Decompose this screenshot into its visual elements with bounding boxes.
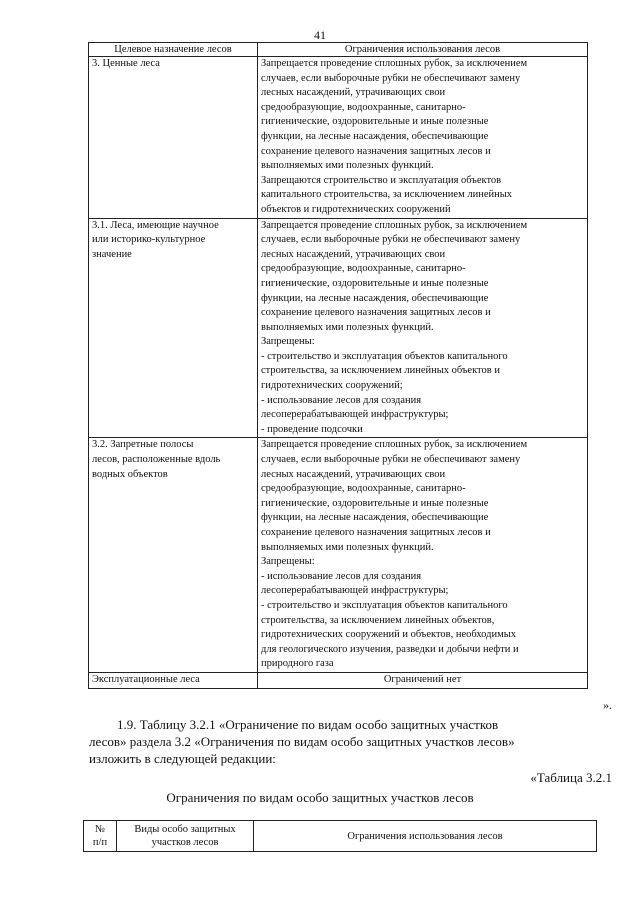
purpose-line: водных объектов: [92, 468, 168, 480]
amendment-paragraph: [89, 716, 592, 767]
restriction-line: сохранение целевого назначения защитных лесов и: [261, 307, 491, 319]
purpose-line: 3.1. Леса, имеющие научное: [92, 219, 219, 231]
restriction-line: сохранение целевого назначения защитных лесов и: [261, 145, 491, 157]
header-area-types: [117, 821, 254, 852]
paragraph-line: лесов» раздела 3.2 «Ограничения по видам особо защитных участков лесов»: [89, 734, 515, 749]
table-header-row: [89, 43, 588, 57]
restriction-line: выполняемых ими полезных функций.: [261, 541, 434, 553]
restriction-line: выполняемых ими полезных функций.: [261, 321, 434, 333]
restriction-line: случаев, если выборочные рубки не обеспечивают замену: [261, 234, 521, 246]
restriction-line: лесных насаждений, утрачивающих свои: [261, 468, 446, 480]
restriction-line: средообразующие, водоохранные, санитарно-: [261, 483, 466, 495]
purpose-line: 3.2. Запретные полосы: [92, 439, 194, 451]
purpose-line: лесов, расположенные вдоль: [92, 454, 221, 466]
protected-areas-table-header: [83, 820, 597, 852]
restriction-line: - строительство и эксплуатация объектов капитального: [261, 350, 508, 362]
restriction-line: функции, на лесные насаждения, обеспечивающие: [261, 292, 489, 304]
restrictions-cell: [258, 218, 588, 438]
restriction-line: капитального строительства, за исключением линейных: [261, 189, 513, 201]
restriction-line: гигиенические, оздоровительные и иные полезные: [261, 497, 489, 509]
table-row: [89, 672, 588, 688]
restriction-line: строительства, за исключением линейных объектов и: [261, 365, 500, 377]
restriction-line: средообразующие, водоохранные, санитарно-: [261, 263, 466, 275]
restriction-line: гидротехнических сооружений и объектов, необходимых: [261, 629, 517, 641]
restriction-line: - проведение подсочки: [261, 423, 363, 435]
restrictions-cell: Ограничений нет: [258, 672, 588, 688]
purpose-cell: [89, 218, 258, 438]
table-row: [89, 438, 588, 673]
purpose-line: 3. Ценные леса: [92, 58, 160, 69]
header-line: №: [94, 824, 106, 835]
header-line: п/п: [92, 837, 108, 848]
forest-purpose-table: [88, 42, 588, 689]
restriction-line: - строительство и эксплуатация объектов капитального: [261, 599, 508, 611]
header-line: участков лесов: [151, 837, 219, 848]
restriction-line: сохранение целевого назначения защитных лесов и: [261, 527, 491, 538]
paragraph-line: 1.9. Таблицу 3.2.1 «Ограничение по видам особо защитных участков: [117, 717, 499, 732]
restriction-line: функции, на лесные насаждения, обеспечивающие: [261, 130, 489, 142]
restriction-line: случаев, если выборочные рубки не обеспечивают замену: [261, 454, 521, 466]
purpose-line: значение: [92, 248, 132, 260]
purpose-cell: Эксплуатационные леса: [89, 672, 258, 688]
restrictions-cell: [258, 438, 588, 673]
restriction-line: строительства, за исключением линейных объектов,: [261, 614, 495, 626]
restriction-line: лесных насаждений, утрачивающих свои: [261, 87, 446, 99]
table-label: «Таблица 3.2.1: [530, 770, 612, 785]
restriction-line: выполняемых ими полезных функций.: [261, 160, 434, 172]
restriction-line: случаев, если выборочные рубки не обеспечивают замену: [261, 72, 521, 84]
restriction-line: - использование лесов для создания: [261, 394, 422, 406]
table-header-row: [84, 821, 597, 852]
header-restrictions: Ограничения использования лесов: [254, 821, 597, 852]
restrictions-cell: [258, 57, 588, 219]
restriction-line: Запрещается проведение сплошных рубок, за исключением: [261, 439, 528, 451]
restriction-line: Запрещаются строительство и эксплуатация объектов: [261, 174, 502, 186]
closing-quote-mark: ».: [603, 698, 612, 712]
restriction-line: Запрещается проведение сплошных рубок, за исключением: [261, 58, 528, 69]
page-number: 41: [314, 28, 326, 42]
header-number: [84, 821, 117, 852]
paragraph-line: изложить в следующей редакции:: [89, 751, 276, 766]
restriction-line: лесоперерабатывающей инфраструктуры;: [261, 585, 449, 597]
restriction-line: для геологического изучения, разведки и добычи нефти и: [261, 643, 519, 655]
restriction-line: - использование лесов для создания: [261, 570, 422, 582]
restriction-line: средообразующие, водоохранные, санитарно-: [261, 101, 466, 113]
restriction-line: лесоперерабатывающей инфраструктуры;: [261, 409, 449, 421]
header-forest-purpose: Целевое назначение лесов: [89, 43, 258, 57]
table-row: [89, 218, 588, 438]
header-forest-restrictions: Ограничения использования лесов: [258, 43, 588, 57]
restriction-line: объектов и гидротехнических сооружений: [261, 203, 451, 215]
restriction-line: лесных насаждений, утрачивающих свои: [261, 248, 446, 260]
table-title: Ограничения по видам особо защитных участков лесов: [166, 790, 474, 805]
restriction-line: природного газа: [261, 658, 334, 670]
restriction-line: Запрещены:: [261, 556, 315, 568]
header-line: Виды особо защитных: [134, 824, 236, 835]
restriction-line: гидротехнических сооружений;: [261, 380, 403, 392]
restriction-line: гигиенические, оздоровительные и иные полезные: [261, 277, 489, 289]
restriction-line: Запрещены:: [261, 336, 315, 348]
restriction-line: функции, на лесные насаждения, обеспечивающие: [261, 512, 489, 524]
restriction-line: гигиенические, оздоровительные и иные полезные: [261, 116, 489, 128]
restriction-line: Запрещается проведение сплошных рубок, за исключением: [261, 219, 528, 231]
purpose-cell: [89, 57, 258, 219]
table-row: [89, 57, 588, 219]
purpose-line: или историко-культурное: [92, 234, 206, 246]
purpose-cell: [89, 438, 258, 673]
